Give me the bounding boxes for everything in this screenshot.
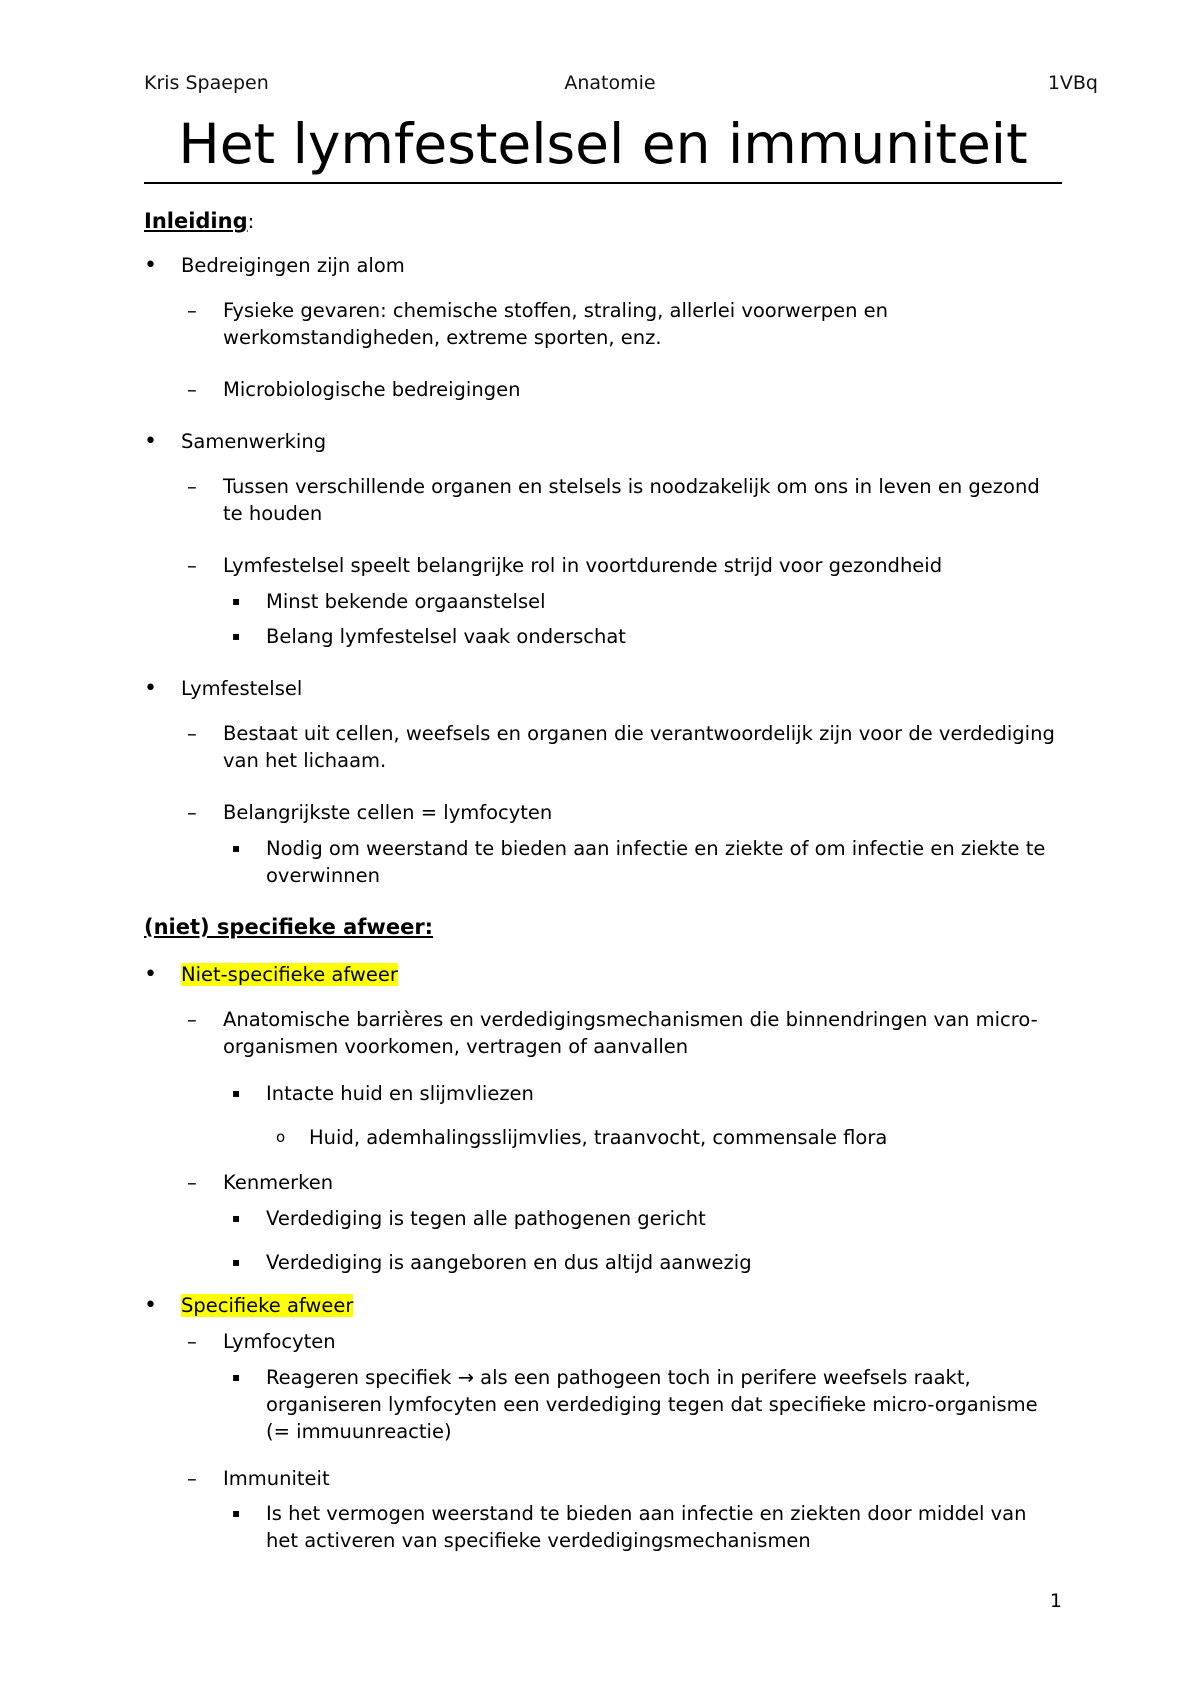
section-heading-inleiding xyxy=(144,208,254,235)
list-item: Nodig om weerstand te bieden aan infectie en ziekte of om infectie en ziekte te xyxy=(266,837,1046,860)
list-item: Belang lymfestelsel vaak onderschat xyxy=(266,625,626,648)
dash-marker: – xyxy=(187,1008,197,1031)
bullet-marker: • xyxy=(144,962,157,987)
list-item-continuation: te houden xyxy=(223,502,323,525)
list-item: Fysieke gevaren: chemische stoffen, straling, allerlei voorwerpen en xyxy=(223,299,888,322)
square-marker: ▪ xyxy=(232,1506,241,1520)
list-item: Samenwerking xyxy=(181,430,327,453)
dash-marker: – xyxy=(187,1330,197,1353)
square-marker: ▪ xyxy=(232,594,241,608)
circle-marker: o xyxy=(276,1128,286,1146)
dash-marker: – xyxy=(187,722,197,745)
dash-marker: – xyxy=(187,299,197,322)
list-item: Bestaat uit cellen, weefsels en organen die verantwoordelijk zijn voor de verdediging xyxy=(223,722,1055,745)
list-item: Kenmerken xyxy=(223,1171,334,1194)
square-marker: ▪ xyxy=(232,1211,241,1225)
list-item-continuation: overwinnen xyxy=(266,864,380,887)
text-segment: als een pathogeen toch in perifere weefsels raakt, xyxy=(473,1366,971,1389)
header-subject: Anatomie xyxy=(564,72,656,94)
heading-colon: : xyxy=(247,210,255,233)
square-marker: ▪ xyxy=(232,1086,241,1100)
list-item: Intacte huid en slijmvliezen xyxy=(266,1082,534,1105)
page-title: Het lymfestelsel en immuniteit xyxy=(178,112,1028,176)
square-marker: ▪ xyxy=(232,841,241,855)
list-item: Belangrijkste cellen = lymfocyten xyxy=(223,801,553,824)
square-marker: ▪ xyxy=(232,1370,241,1384)
header-author: Kris Spaepen xyxy=(144,72,269,94)
square-marker: ▪ xyxy=(232,629,241,643)
list-item: Minst bekende orgaanstelsel xyxy=(266,590,546,613)
list-item: Microbiologische bedreigingen xyxy=(223,378,521,401)
list-item-continuation: werkomstandigheden, extreme sporten, enz. xyxy=(223,326,662,349)
list-item: Lymfestelsel xyxy=(181,677,303,700)
bullet-marker: • xyxy=(144,676,157,701)
bullet-marker: • xyxy=(144,253,157,278)
list-item-continuation: organiseren lymfocyten een verdediging tegen dat specifieke micro-organisme xyxy=(266,1393,1038,1416)
list-item-highlighted xyxy=(181,1292,353,1319)
list-item: Bedreigingen zijn alom xyxy=(181,254,405,277)
dash-marker: – xyxy=(187,554,197,577)
dash-marker: – xyxy=(187,475,197,498)
dash-marker: – xyxy=(187,378,197,401)
section-heading-text: Inleiding xyxy=(144,209,248,233)
list-item-continuation: van het lichaam. xyxy=(223,749,387,772)
list-item: Verdediging is aangeboren en dus altijd aanwezig xyxy=(266,1251,752,1274)
highlight: Specifieke afweer xyxy=(181,1294,354,1317)
title-underline xyxy=(144,182,1062,184)
list-item: Huid, ademhalingsslijmvlies, traanvocht, commensale flora xyxy=(309,1126,888,1149)
list-item: Immuniteit xyxy=(223,1467,330,1490)
bullet-marker: • xyxy=(144,429,157,454)
list-item: Verdediging is tegen alle pathogenen gericht xyxy=(266,1207,706,1230)
arrow-icon: → xyxy=(457,1366,474,1389)
list-item: Is het vermogen weerstand te bieden aan infectie en ziekten door middel van xyxy=(266,1502,1027,1525)
list-item-continuation: het activeren van specifieke verdedigingsmechanismen xyxy=(266,1529,811,1552)
highlight: Niet-specifieke afweer xyxy=(181,963,398,986)
page-number: 1 xyxy=(1049,1590,1062,1612)
section-heading-afweer xyxy=(144,914,433,941)
header-class: 1VBq xyxy=(1047,72,1098,94)
bullet-marker: • xyxy=(144,1293,157,1318)
list-item-highlighted xyxy=(181,961,398,988)
list-item: Anatomische barrières en verdedigingsmechanismen die binnendringen van micro- xyxy=(223,1008,1038,1031)
dash-marker: – xyxy=(187,1467,197,1490)
list-item: Lymfocyten xyxy=(223,1330,336,1353)
list-item-continuation: (= immuunreactie) xyxy=(266,1420,452,1443)
list-item: Tussen verschillende organen en stelsels is noodzakelijk om ons in leven en gezond xyxy=(223,475,1040,498)
square-marker: ▪ xyxy=(232,1255,241,1269)
section-heading-text: (niet) specifieke afweer: xyxy=(144,915,434,939)
text-segment: Reageren specifiek xyxy=(266,1366,458,1389)
dash-marker: – xyxy=(187,801,197,824)
list-item-continuation: organismen voorkomen, vertragen of aanvallen xyxy=(223,1035,689,1058)
dash-marker: – xyxy=(187,1171,197,1194)
list-item: Lymfestelsel speelt belangrijke rol in voortdurende strijd voor gezondheid xyxy=(223,554,943,577)
list-item xyxy=(266,1364,971,1391)
